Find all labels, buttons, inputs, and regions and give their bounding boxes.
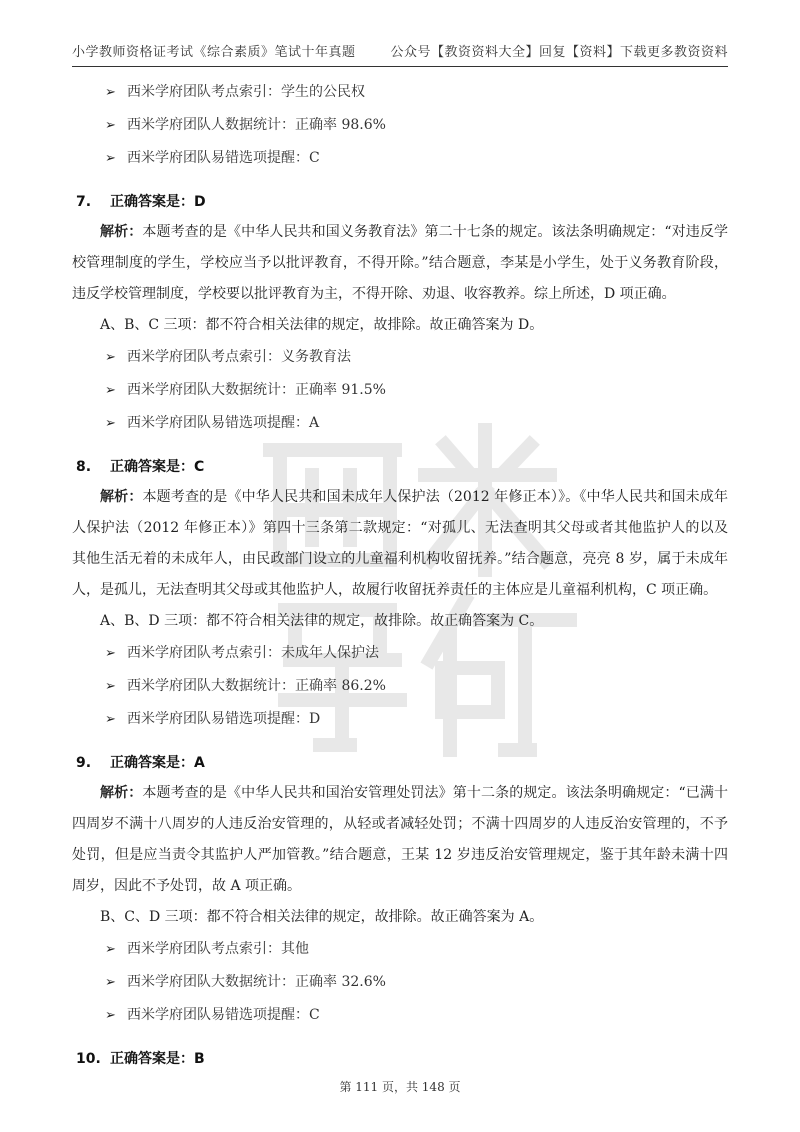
list-item: ➢ 西米学府团队考点索引：学生的公民权 [72, 76, 728, 109]
list-item: ➢ 西米学府团队人数据统计：正确率 98.6% [72, 109, 728, 142]
question-8-analysis: 解析：本题考查的是《中华人民共和国未成年人保护法（2012 年修正本）》。《中华人民共和国未成年人保护法（2012 年修正本）》第四十三条第二款规定：“对孤儿、无法查明其父母或者其他监护人的以及其他生活无着的未成年人，由民政部门设立的儿童福利机构收留抚养。”结合题意，亮亮 8 岁，属于未成年人，是孤儿，无法查明其父母或其他监护人，故履行收留抚养责任的主体应是儿童福利机构，C 项正确。 [72, 489, 728, 598]
page-number: 第 111 页，共 148 页 [339, 1080, 461, 1094]
arrow-bullet-icon: ➢ [105, 118, 116, 133]
question-8-elimination: A、B、D 三项：都不符合相关法律的规定，故排除。故正确答案为 C。 [100, 613, 544, 629]
list-item: ➢ 西米学府团队考点索引：未成年人保护法 [72, 637, 728, 670]
list-item: ➢ 西米学府团队大数据统计：正确率 32.6% [72, 966, 728, 999]
arrow-bullet-icon: ➢ [105, 942, 116, 957]
list-item: ➢ 西米学府团队大数据统计：正确率 91.5% [72, 374, 728, 407]
arrow-bullet-icon: ➢ [105, 975, 116, 990]
question-8-answer: 8. 正确答案是：C [76, 459, 205, 475]
question-7-elimination: A、B、C 三项：都不符合相关法律的规定，故排除。故正确答案为 D。 [100, 317, 544, 333]
question-7-analysis: 解析：本题考查的是《中华人民共和国义务教育法》第二十七条的规定。该法条明确规定：“对违反学校管理制度的学生，学校应当予以批评教育，不得开除。”结合题意，李某是小学生，处于义务教育阶段，违反学校管理制度，学校要以批评教育为主，不得开除、劝退、收容教养。综上所述，D 项正确。 [72, 224, 729, 302]
question-7-answer: 7. 正确答案是：D [76, 194, 206, 210]
arrow-bullet-icon: ➢ [105, 416, 116, 431]
question-10-answer: 10. 正确答案是：B [76, 1051, 205, 1067]
arrow-bullet-icon: ➢ [105, 646, 116, 661]
list-item: ➢ 西米学府团队易错选项提醒：A [72, 407, 728, 440]
arrow-bullet-icon: ➢ [105, 712, 116, 727]
question-9-analysis: 解析：本题考查的是《中华人民共和国治安管理处罚法》第十二条的规定。该法条明确规定：“已满十四周岁不满十八周岁的人违反治安管理的，从轻或者减轻处罚；不满十四周岁的人违反治安管理的，不予处罚，但是应当责令其监护人严加管教。”结合题意，王某 12 岁违反治安管理规定，鉴于其年龄未满十四周岁，因此不予处罚，故 A 项正确。 [72, 785, 729, 894]
arrow-bullet-icon: ➢ [105, 679, 116, 694]
arrow-bullet-icon: ➢ [105, 383, 116, 398]
list-item: ➢ 西米学府团队大数据统计：正确率 86.2% [72, 670, 728, 703]
arrow-bullet-icon: ➢ [105, 350, 116, 365]
arrow-bullet-icon: ➢ [105, 151, 116, 166]
list-item: ➢ 西米学府团队易错选项提醒：D [72, 703, 728, 736]
page-header [72, 40, 728, 67]
question-9-answer: 9. 正确答案是：A [76, 755, 205, 771]
arrow-bullet-icon: ➢ [105, 85, 116, 100]
page-content [72, 76, 728, 1074]
header-title: 小学教师资格证考试《综合素质》笔试十年真题 [72, 45, 356, 60]
list-item: ➢ 西米学府团队考点索引：其他 [72, 933, 728, 966]
arrow-bullet-icon: ➢ [105, 1008, 116, 1023]
list-item: ➢ 西米学府团队易错选项提醒：C [72, 999, 728, 1032]
header-promo: 公众号【教资资料大全】回复【资料】下载更多教资资料 [390, 45, 728, 60]
question-9-elimination: B、C、D 三项：都不符合相关法律的规定，故排除。故正确答案为 A。 [100, 909, 544, 925]
list-item: ➢ 西米学府团队易错选项提醒：C [72, 142, 728, 175]
list-item: ➢ 西米学府团队考点索引：义务教育法 [72, 341, 728, 374]
